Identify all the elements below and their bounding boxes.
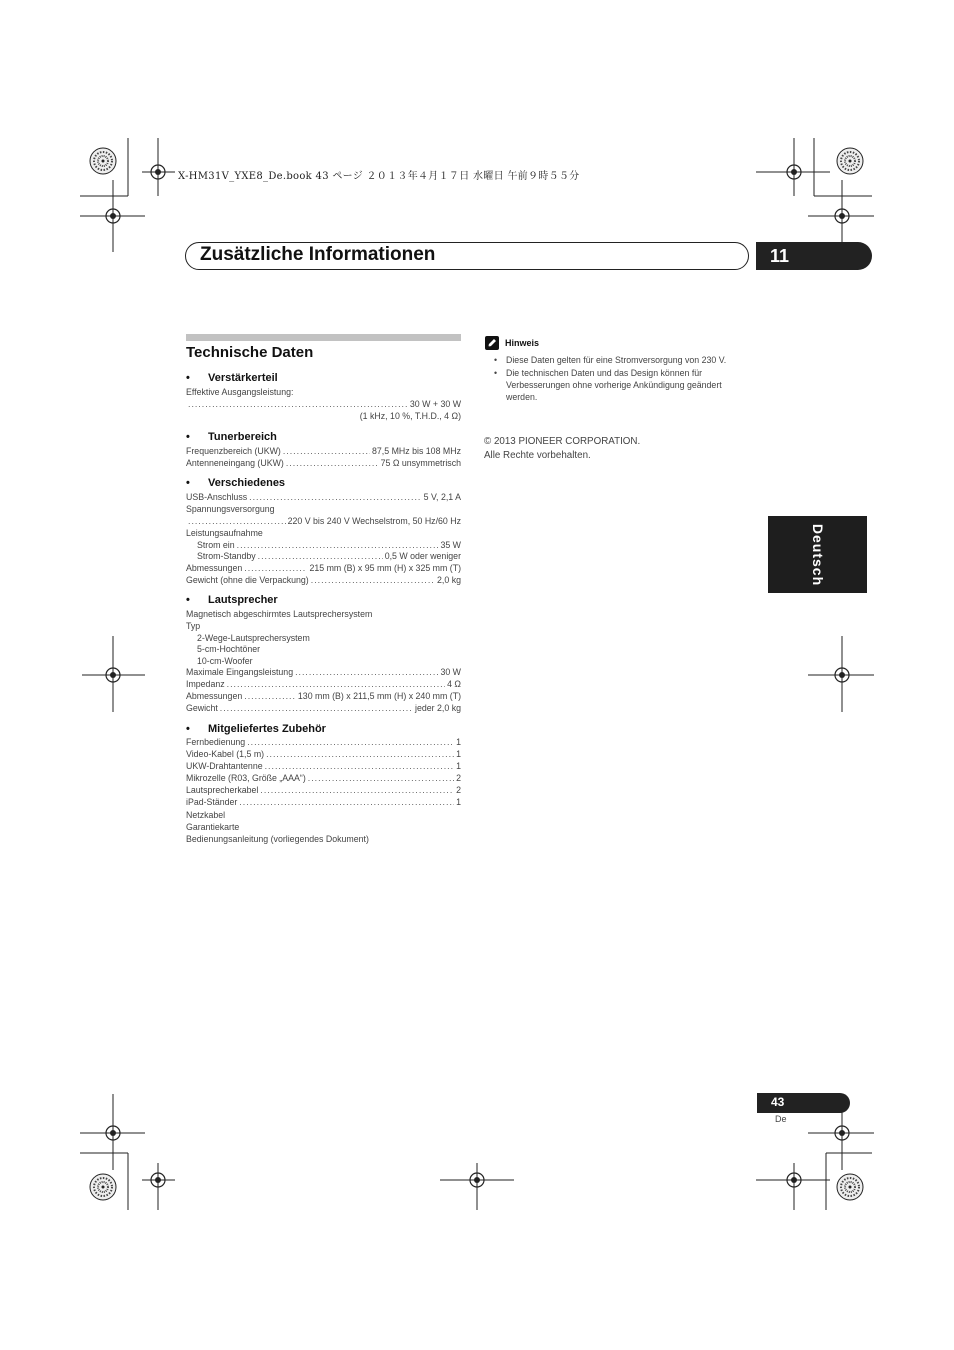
subheading-verschiedenes: • Verschiedenes (186, 477, 286, 489)
spec-label: Spannungsversorgung (186, 504, 275, 514)
section-title: Technische Daten (186, 344, 314, 361)
section-rule (186, 334, 461, 341)
spec-note: (1 kHz, 10 %, T.H.D., 4 Ω) (359, 411, 461, 421)
rights-reserved: Alle Rechte vorbehalten. (484, 450, 591, 461)
spec-row: iPad-Ständer ..... 1 (186, 797, 461, 808)
spec-row: Lautsprecherkabel ..... 2 (186, 785, 461, 796)
copyright: © 2013 PIONEER CORPORATION. (484, 436, 641, 447)
spec-row: Gewicht (ohne die Verpackung) ..... 2,0 kg (186, 575, 461, 586)
subheading-tunerbereich: • Tunerbereich (186, 431, 277, 443)
chapter-number: 11 (756, 242, 872, 270)
spec-row: Strom-Standby ..... 0,5 W oder weniger (197, 551, 461, 562)
language-tab: Deutsch (768, 516, 867, 593)
spec-item: 5-cm-Hochtöner (197, 644, 261, 654)
spec-row: Strom ein ..... 35 W (197, 540, 461, 551)
spec-row: USB-Anschluss ..... 5 V, 2,1 A (186, 492, 461, 503)
spec-row: Video-Kabel (1,5 m) ..... 1 (186, 749, 461, 760)
spec-label: Effektive Ausgangsleistung: (186, 387, 294, 397)
spec-row: Mikrozelle (R03, Größe „AAA“) ..... 2 (186, 773, 461, 784)
subheading-verstaerkerteil: • Verstärkerteil (186, 372, 278, 384)
spec-item: Netzkabel (186, 810, 226, 820)
spec-row: Antenneneingang (UKW) ..... 75 Ω unsymmetrisch (186, 458, 461, 469)
subheading-zubehoer: • Mitgeliefertes Zubehör (186, 723, 326, 735)
spec-row: ..... 30 W + 30 W (186, 399, 461, 410)
spec-item: 10-cm-Woofer (197, 656, 253, 666)
spec-item: 2-Wege-Lautsprechersystem (197, 633, 310, 643)
subheading-lautsprecher: • Lautsprecher (186, 594, 278, 606)
spec-row: ..... 220 V bis 240 V Wechselstrom, 50 Hz/60 Hz (186, 516, 461, 527)
spec-row: UKW-Drahtantenne ..... 1 (186, 761, 461, 772)
page-number: 43 (771, 1095, 785, 1109)
spec-label: Magnetisch abgeschirmtes Lautsprechersystem (186, 609, 373, 619)
spec-item: Garantiekarte (186, 822, 240, 832)
spec-row: Impedanz ..... 4 Ω (186, 679, 461, 690)
print-header: X-HM31V_YXE8_De.book 43 ページ ２０１３年４月１７日 水曜日 午前９時５５分 (178, 171, 580, 182)
note-icon (485, 336, 499, 350)
spec-row: Fernbedienung ..... 1 (186, 737, 461, 748)
spec-row: Abmessungen ..... 215 mm (B) x 95 mm (H) x 325 mm (T) (186, 563, 461, 574)
spec-row: Gewicht ..... jeder 2,0 kg (186, 703, 461, 714)
spec-item: Bedienungsanleitung (vorliegendes Dokument) (186, 834, 369, 844)
spec-row: Frequenzbereich (UKW) ..... 87,5 MHz bis 108 MHz (186, 446, 461, 457)
spec-label: Leistungsaufnahme (186, 528, 263, 538)
spec-label: Typ (186, 621, 201, 631)
spec-row: Abmessungen ..... 130 mm (B) x 211,5 mm (H) x 240 mm (T) (186, 691, 461, 702)
chapter-title: Zusätzliche Informationen (200, 244, 436, 265)
spec-row: Maximale Eingangsleistung ..... 30 W (186, 667, 461, 678)
page-language: De (775, 1114, 787, 1124)
note-title: Hinweis (505, 338, 540, 348)
